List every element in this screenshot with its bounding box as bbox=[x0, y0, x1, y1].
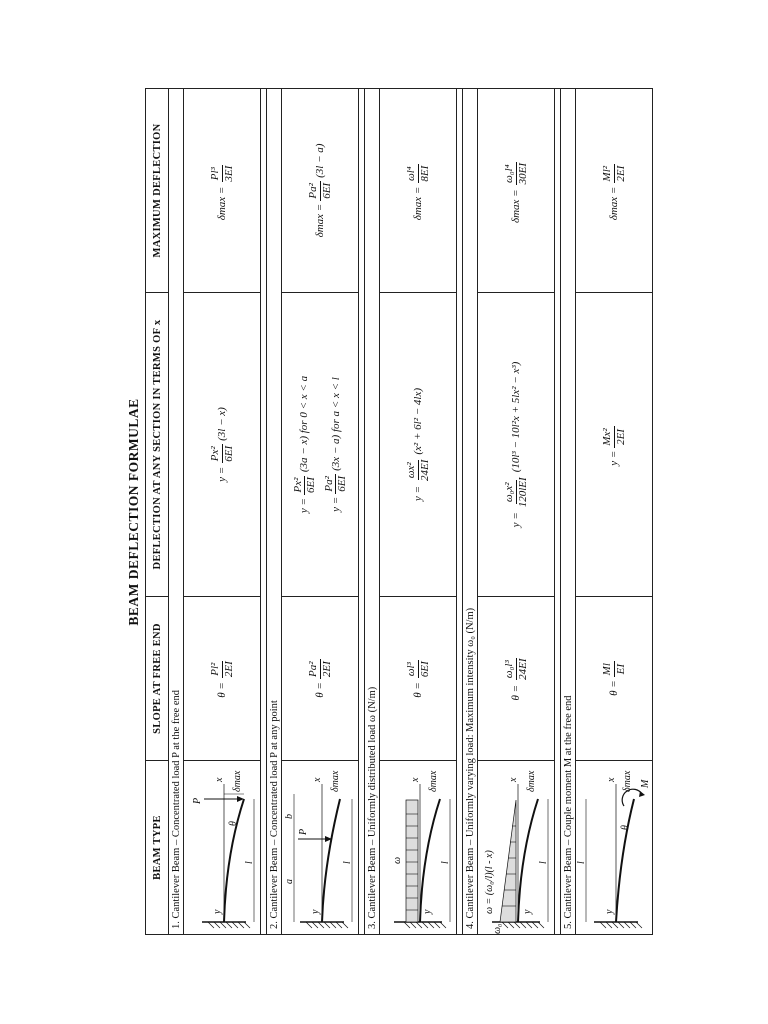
defl-den: 6EI bbox=[336, 475, 349, 492]
defl-den: 120lEI bbox=[516, 477, 529, 508]
diagram-1 bbox=[184, 761, 261, 935]
max-num: ω₀l⁴ bbox=[503, 164, 516, 183]
defl-num: Mx² bbox=[601, 428, 614, 446]
max-lhs: δmax = bbox=[313, 203, 326, 238]
slope-3 bbox=[380, 597, 457, 761]
diagram-2 bbox=[282, 761, 359, 935]
label-varying: ω = (ω₀/l)(l - x) bbox=[484, 850, 495, 914]
slope-den: 2EI bbox=[320, 661, 333, 678]
section-label-4: 4. Cantilever Beam – Uniformly varying load: Maximum intensity ω₀ (N/m) bbox=[463, 89, 478, 935]
label-delta: δmax bbox=[232, 770, 243, 792]
label-x: x bbox=[214, 777, 225, 782]
label-b: b bbox=[284, 814, 295, 819]
label-delta: δmax bbox=[622, 770, 633, 792]
slope-den: 2EI bbox=[222, 661, 235, 678]
label-l: l bbox=[342, 861, 353, 864]
beam-diagram-5 bbox=[576, 762, 652, 934]
page-title: BEAM DEFLECTION FORMULAE bbox=[126, 398, 141, 626]
label-l: l bbox=[538, 861, 549, 864]
beam-diagram-2 bbox=[282, 762, 358, 934]
label-l: l bbox=[440, 861, 451, 864]
slope-2 bbox=[282, 597, 359, 761]
slope-num: Pl² bbox=[209, 662, 222, 676]
label-x: x bbox=[410, 777, 421, 782]
max-1 bbox=[184, 89, 261, 293]
defl-tail: (10l³ − 10l²x + 5lx² − x³) bbox=[509, 361, 522, 473]
data-row-4 bbox=[478, 89, 555, 935]
slope-den: 24EI bbox=[516, 658, 529, 680]
slope-1 bbox=[184, 597, 261, 761]
slope-4 bbox=[478, 597, 555, 761]
data-row-5 bbox=[576, 89, 653, 935]
slope-den: 6EI bbox=[418, 661, 431, 678]
defl-den: 24EI bbox=[418, 459, 431, 481]
defl-lhs: y = bbox=[607, 450, 620, 466]
defl-den: 6EI bbox=[304, 477, 317, 494]
beam-deflection-table bbox=[145, 88, 653, 935]
defl-tail: (3l − x) bbox=[215, 407, 228, 441]
defl-lhs: y = bbox=[329, 496, 342, 512]
max-den: 30EI bbox=[516, 163, 529, 185]
label-l: l bbox=[244, 861, 255, 864]
defl-lhs: y = bbox=[411, 486, 424, 502]
label-theta: θ bbox=[620, 825, 631, 830]
label-l: l bbox=[576, 861, 587, 864]
section-label-2: 2. Cantilever Beam – Concentrated load P at any point bbox=[267, 89, 282, 935]
max-2 bbox=[282, 89, 359, 293]
label-x: x bbox=[312, 777, 323, 782]
max-5 bbox=[576, 89, 653, 293]
label-M: M bbox=[640, 779, 651, 788]
slope-lhs: θ = bbox=[607, 680, 620, 696]
header-row bbox=[146, 89, 169, 935]
defl-num: Px² bbox=[291, 477, 304, 493]
data-row-3 bbox=[380, 89, 457, 935]
label-omega: ω bbox=[392, 856, 403, 864]
label-omega0: ω₀ bbox=[492, 923, 503, 934]
section-label-1: 1. Cantilever Beam – Concentrated load P at the free end bbox=[169, 89, 184, 935]
slope-den: EI bbox=[614, 664, 627, 675]
defl-num: ωx² bbox=[405, 462, 418, 479]
slope-lhs: θ = bbox=[509, 684, 522, 701]
defl-num: ω₀x² bbox=[503, 482, 516, 503]
max-den: 6EI bbox=[320, 182, 333, 199]
deflection-5 bbox=[576, 293, 653, 597]
diagram-4 bbox=[478, 761, 555, 935]
max-num: ωl⁴ bbox=[405, 166, 418, 182]
slope-num: ωl³ bbox=[405, 662, 418, 677]
beam-diagram-1 bbox=[184, 762, 260, 934]
defl-num: Pa² bbox=[323, 476, 335, 492]
label-P: P bbox=[192, 797, 203, 804]
label-x: x bbox=[606, 777, 617, 782]
label-y: y bbox=[522, 909, 533, 914]
label-y: y bbox=[310, 909, 321, 914]
label-y: y bbox=[212, 909, 223, 914]
section-label-5: 5. Cantilever Beam – Couple moment M at the free end bbox=[561, 89, 576, 935]
beam-diagram-3 bbox=[380, 762, 456, 934]
label-y: y bbox=[604, 909, 615, 914]
slope-num: ω₀l³ bbox=[503, 660, 516, 679]
header-slope: SLOPE AT FREE END bbox=[146, 597, 169, 761]
max-lhs: δmax = bbox=[607, 186, 620, 221]
max-lhs: δmax = bbox=[215, 186, 228, 221]
section-row-1 bbox=[169, 89, 184, 935]
defl-tail: (x² + 6l² − 4lx) bbox=[411, 387, 424, 455]
defl-num: Px² bbox=[209, 446, 222, 462]
label-a: a bbox=[284, 879, 295, 884]
diagram-3 bbox=[380, 761, 457, 935]
max-lhs: δmax = bbox=[509, 189, 522, 224]
section-row-3 bbox=[365, 89, 380, 935]
max-den: 3EI bbox=[222, 165, 235, 182]
deflection-1 bbox=[184, 293, 261, 597]
max-num: Pa² bbox=[307, 183, 320, 199]
slope-lhs: θ = bbox=[215, 682, 228, 698]
slope-5 bbox=[576, 597, 653, 761]
slope-lhs: θ = bbox=[313, 682, 326, 698]
defl-lhs: y = bbox=[215, 466, 228, 482]
defl-lhs: y = bbox=[509, 512, 522, 528]
max-4 bbox=[478, 89, 555, 293]
data-row-2 bbox=[282, 89, 359, 935]
defl-tail: (3x − a) for a < x < l bbox=[329, 377, 342, 471]
deflection-4 bbox=[478, 293, 555, 597]
label-delta: δmax bbox=[428, 770, 439, 792]
beam-diagram-4 bbox=[478, 762, 554, 934]
defl-den: 6EI bbox=[222, 445, 235, 462]
data-row-1 bbox=[184, 89, 261, 935]
max-den: 8EI bbox=[418, 165, 431, 182]
max-num: Pl³ bbox=[209, 167, 222, 181]
header-beam-type: BEAM TYPE bbox=[146, 761, 169, 935]
max-tail: (3l − a) bbox=[313, 143, 326, 178]
label-y: y bbox=[422, 909, 433, 914]
max-3 bbox=[380, 89, 457, 293]
slope-num: Ml bbox=[601, 663, 614, 676]
label-theta: θ bbox=[228, 821, 239, 826]
diagram-5 bbox=[576, 761, 653, 935]
header-max-deflection: MAXIMUM DEFLECTION bbox=[146, 89, 169, 293]
section-label-3: 3. Cantilever Beam – Uniformly distributed load ω (N/m) bbox=[365, 89, 380, 935]
label-P: P bbox=[298, 828, 309, 835]
label-delta: δmax bbox=[526, 770, 537, 792]
max-den: 2EI bbox=[614, 165, 627, 182]
label-x: x bbox=[508, 777, 519, 782]
label-delta: δmax bbox=[330, 770, 341, 792]
section-row-5 bbox=[561, 89, 576, 935]
section-row-2 bbox=[267, 89, 282, 935]
defl-lhs: y = bbox=[298, 498, 311, 514]
deflection-3 bbox=[380, 293, 457, 597]
slope-num: Pa² bbox=[307, 661, 320, 677]
max-lhs: δmax = bbox=[411, 186, 424, 221]
section-row-4 bbox=[463, 89, 478, 935]
defl-den: 2EI bbox=[614, 429, 627, 445]
deflection-2 bbox=[282, 293, 359, 597]
header-deflection: DEFLECTION AT ANY SECTION IN TERMS OF x bbox=[146, 293, 169, 597]
max-num: Ml² bbox=[601, 165, 614, 182]
slope-lhs: θ = bbox=[411, 682, 424, 698]
defl-tail: (3a − x) for 0 < x < a bbox=[298, 375, 311, 473]
